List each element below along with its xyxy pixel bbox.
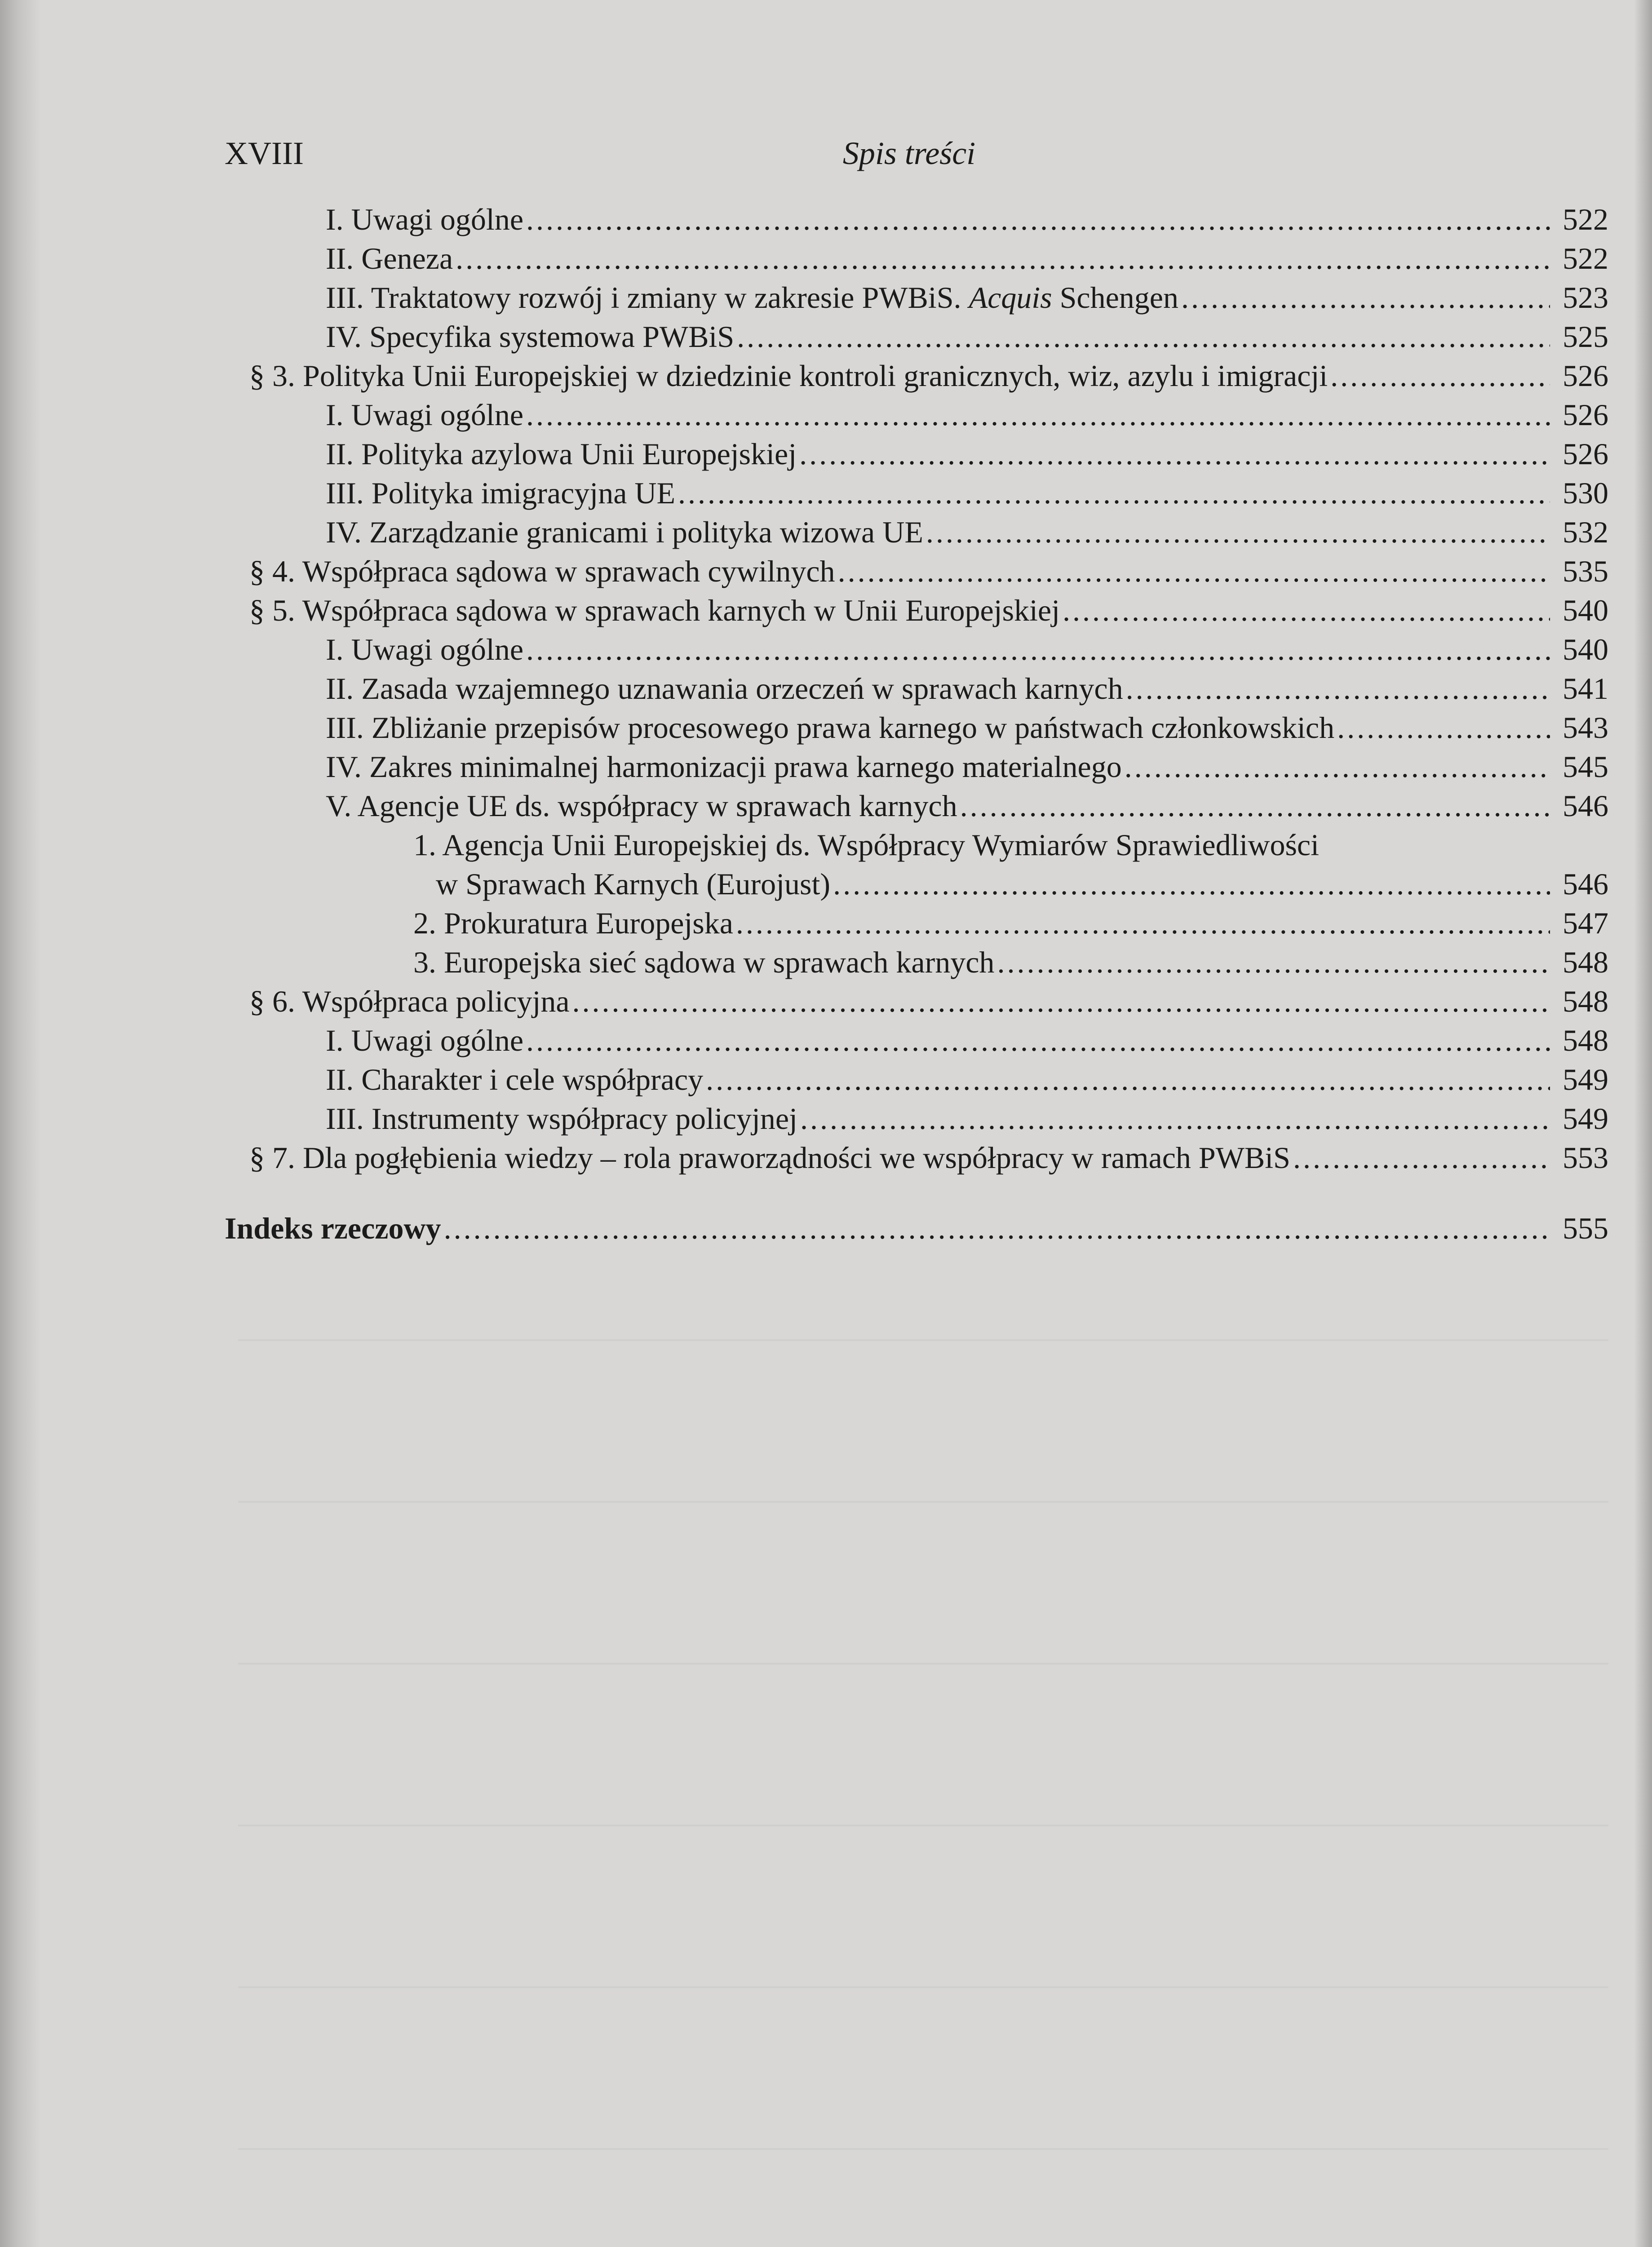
- toc-entry: [225, 317, 1608, 356]
- dot-leader: [737, 317, 1550, 356]
- toc-entry-title: § 5. Współpraca sądowa w sprawach karnych w Unii Europejskiej: [249, 593, 1060, 627]
- toc-entry-page: 523: [1563, 280, 1608, 315]
- dot-leader: [1063, 591, 1550, 630]
- toc-entry-page: 532: [1563, 515, 1608, 549]
- toc-entry-title-part: Schengen: [1052, 280, 1178, 315]
- toc-entry-title: 2. Prokuratura Europejska: [413, 906, 733, 940]
- toc-entry: [225, 630, 1608, 669]
- toc-entry-page: 540: [1563, 593, 1608, 627]
- toc-entry-title: IV. Specyfika systemowa PWBiS: [326, 320, 735, 354]
- toc-entry: [225, 1209, 1608, 1248]
- bleed-through-line: [238, 1986, 1608, 1988]
- toc-entry-page: 543: [1563, 711, 1608, 745]
- toc-entry-title: 3. Europejska sieć sądowa w sprawach karnych: [413, 945, 995, 979]
- toc-entry: [225, 1138, 1608, 1177]
- bleed-through-line: [238, 1339, 1608, 1341]
- toc-entry-title: w Sprawach Karnych (Eurojust): [436, 867, 831, 901]
- toc-entry-page: 547: [1563, 906, 1608, 940]
- toc-entry: [225, 278, 1608, 317]
- toc-entry-page: 548: [1563, 1023, 1608, 1057]
- dot-leader: [526, 630, 1550, 669]
- toc-entry-page: 525: [1563, 320, 1608, 354]
- toc-entry-title-italic: Acquis: [969, 280, 1052, 315]
- dot-leader: [799, 435, 1550, 474]
- dot-leader: [833, 865, 1550, 904]
- toc-entry-page: 522: [1563, 241, 1608, 275]
- dot-leader: [444, 1209, 1550, 1248]
- toc-entry-title: § 7. Dla pogłębienia wiedzy – rola praworządności we współpracy w ramach PWBiS: [249, 1141, 1290, 1175]
- toc-entry-title: IV. Zakres minimalnej harmonizacji prawa karnego materialnego: [326, 750, 1122, 784]
- toc-entry-title: V. Agencje UE ds. współpracy w sprawach karnych: [326, 789, 957, 823]
- dot-leader: [926, 513, 1550, 552]
- toc-entry-page: 548: [1563, 984, 1608, 1018]
- toc-entry-title: I. Uwagi ogólne: [326, 1023, 524, 1057]
- toc-entry-title: [326, 278, 1178, 317]
- toc-entry-title: II. Charakter i cele współpracy: [326, 1062, 704, 1097]
- toc-entry-page: 526: [1563, 437, 1608, 471]
- toc-entry: [225, 982, 1608, 1021]
- toc-entry-title: II. Zasada wzajemnego uznawania orzeczeń w sprawach karnych: [326, 671, 1123, 706]
- dot-leader: [706, 1060, 1550, 1099]
- toc-entry: [225, 356, 1608, 395]
- toc-entry: [225, 786, 1608, 826]
- dot-leader: [1181, 278, 1550, 317]
- toc-entry: [225, 239, 1608, 278]
- toc-entry: [225, 1021, 1608, 1060]
- toc-entry-title: I. Uwagi ogólne: [326, 632, 524, 666]
- toc-entry-page: 546: [1563, 789, 1608, 823]
- toc-entry-title: 1. Agencja Unii Europejskiej ds. Współpracy Wymiarów Sprawiedliwości: [413, 828, 1319, 862]
- bleed-through-line: [238, 1825, 1608, 1826]
- dot-leader: [1126, 669, 1550, 708]
- toc-entry-title: III. Polityka imigracyjna UE: [326, 476, 676, 510]
- toc-entry-page: 546: [1563, 867, 1608, 901]
- toc-entry-page: 541: [1563, 671, 1608, 706]
- toc-entry-title: § 3. Polityka Unii Europejskiej w dziedzinie kontroli granicznych, wiz, azylu i imigracji: [249, 359, 1328, 393]
- bleed-through-line: [238, 1501, 1608, 1503]
- toc-entry-page: 545: [1563, 750, 1608, 784]
- dot-leader: [960, 786, 1550, 826]
- dot-leader: [678, 474, 1550, 513]
- dot-leader: [526, 1021, 1550, 1060]
- toc-entry: [225, 669, 1608, 708]
- toc-entry-page: 530: [1563, 476, 1608, 510]
- dot-leader: [456, 239, 1550, 278]
- toc-entry: [225, 826, 1608, 865]
- toc-entry-page: 526: [1563, 398, 1608, 432]
- toc-entry-title: § 6. Współpraca policyjna: [249, 984, 570, 1018]
- toc-entry-title-part: III. Traktatowy rozwój i zmiany w zakresie PWBiS.: [326, 280, 969, 315]
- toc-entry-page: 522: [1563, 202, 1608, 236]
- dot-leader: [1330, 356, 1550, 395]
- dot-leader: [997, 943, 1550, 982]
- toc-entry: [225, 591, 1608, 630]
- toc-entry: [225, 395, 1608, 435]
- toc-entry-title: I. Uwagi ogólne: [326, 202, 524, 236]
- toc-entry: [225, 943, 1608, 982]
- dot-leader: [800, 1099, 1550, 1138]
- toc-entry: [225, 708, 1608, 747]
- dot-leader: [572, 982, 1550, 1021]
- toc-entry: [225, 865, 1608, 904]
- toc-entry-page: 548: [1563, 945, 1608, 979]
- toc-entry: [225, 1099, 1608, 1138]
- toc-entry-title: IV. Zarządzanie granicami i polityka wizowa UE: [326, 515, 923, 549]
- toc-entry-title: III. Instrumenty współpracy policyjnej: [326, 1101, 797, 1136]
- toc-entry: [225, 1060, 1608, 1099]
- toc-entry-page: 535: [1563, 554, 1608, 588]
- page-edge-shadow: [1634, 0, 1652, 2247]
- toc-entry-title: I. Uwagi ogólne: [326, 398, 524, 432]
- book-spine-shadow: [0, 0, 40, 2247]
- toc-entry-page: 549: [1563, 1101, 1608, 1136]
- toc-entry-title: § 4. Współpraca sądowa w sprawach cywilnych: [249, 554, 835, 588]
- toc-entry: [225, 552, 1608, 591]
- toc-entry-page: 540: [1563, 632, 1608, 666]
- book-page: [40, 0, 1634, 2247]
- bleed-through-line: [238, 2148, 1608, 2150]
- toc-entry: [225, 435, 1608, 474]
- toc-entry-page: 526: [1563, 359, 1608, 393]
- bleed-through-line: [238, 1663, 1608, 1665]
- running-head: [225, 135, 1594, 175]
- toc-entry-page: 555: [1563, 1211, 1608, 1245]
- dot-leader: [1293, 1138, 1550, 1177]
- toc-entry: [225, 904, 1608, 943]
- toc-entry-title: III. Zbliżanie przepisów procesowego prawa karnego w państwach członkowskich: [326, 711, 1335, 745]
- dot-leader: [526, 200, 1550, 239]
- dot-leader: [1337, 708, 1550, 747]
- toc-entry-page: 553: [1563, 1141, 1608, 1175]
- section-title: Spis treści: [842, 135, 976, 171]
- toc-entry-title: II. Polityka azylowa Unii Europejskiej: [326, 437, 797, 471]
- dot-leader: [1125, 747, 1550, 786]
- dot-leader: [838, 552, 1550, 591]
- page-number: XVIII: [225, 135, 304, 171]
- table-of-contents: [225, 200, 1608, 1248]
- toc-entry: [225, 474, 1608, 513]
- toc-entry: [225, 200, 1608, 239]
- toc-entry-title: II. Geneza: [326, 241, 453, 275]
- dot-leader: [736, 904, 1550, 943]
- toc-entry-title: Indeks rzeczowy: [225, 1211, 441, 1245]
- toc-entry: [225, 513, 1608, 552]
- toc-entry-page: 549: [1563, 1062, 1608, 1097]
- dot-leader: [526, 395, 1550, 435]
- toc-entry: [225, 747, 1608, 786]
